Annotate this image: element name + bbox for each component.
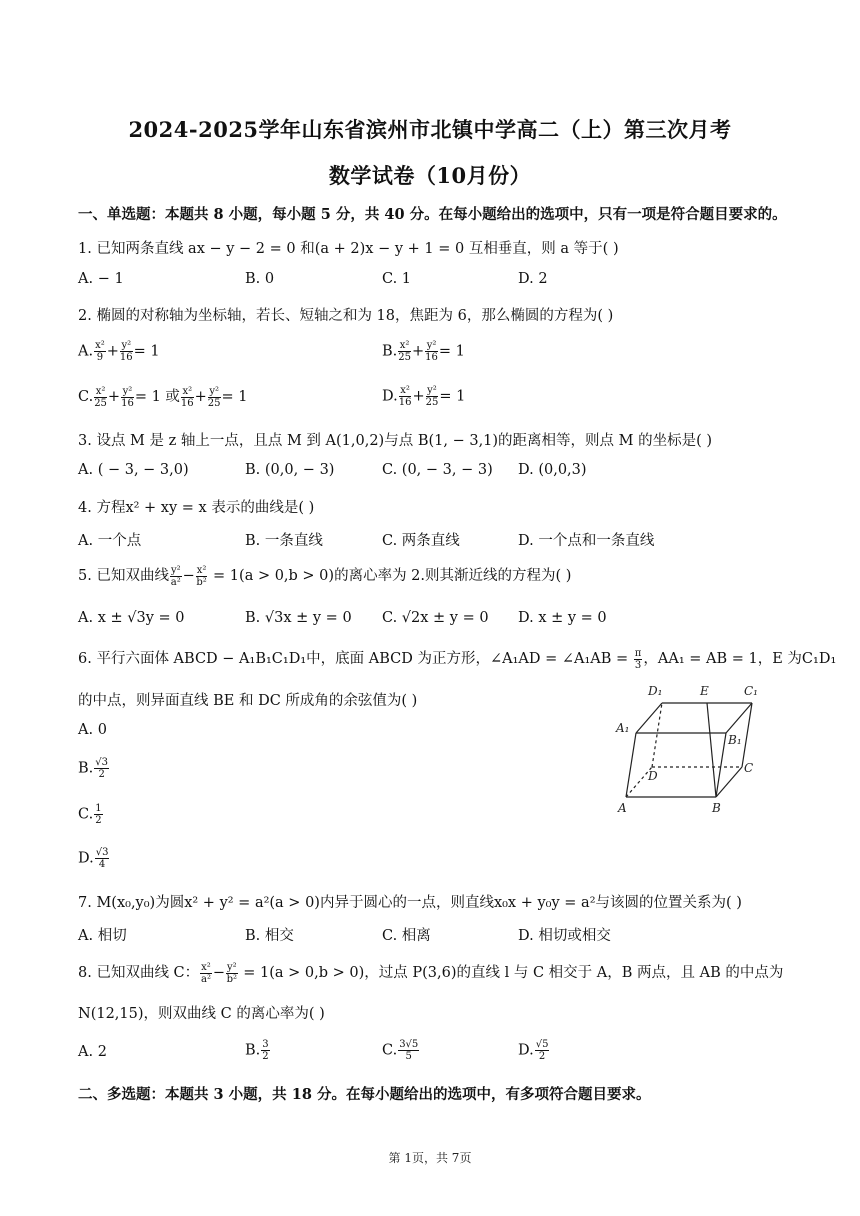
q8-option-a: A. 2 bbox=[78, 1044, 107, 1060]
label-e: E bbox=[700, 684, 709, 698]
fraction: $\frac{3}{2}$ bbox=[262, 1039, 269, 1062]
q4-option-a: A. 一个点 bbox=[78, 533, 142, 549]
parallelepiped-figure bbox=[612, 680, 772, 820]
fraction: $\frac{\text{x²}}{\text{a²}}$ bbox=[200, 961, 211, 985]
label-d1: D₁ bbox=[648, 684, 663, 698]
fraction: $\frac{\text{y²}}{\text{b²}}$ bbox=[226, 961, 238, 985]
question-1: 1. 已知两条直线 ax − y − 2 = 0 和(a + 2)x − y + 1 = 0 互相垂直，则 a 等于( ) bbox=[78, 241, 619, 257]
q1-option-a: A. − 1 bbox=[78, 271, 124, 287]
q5-option-b: B. √3x ± y = 0 bbox=[245, 610, 352, 626]
q6-option-d-label: D. bbox=[78, 850, 94, 867]
q2-option-a: A. $\frac{\text{x²}}{9}$ + $\frac{\text{y²}}{16}$ = 1 bbox=[78, 340, 160, 363]
q8-option-c bbox=[382, 1039, 420, 1062]
question-8-line1: 8. 已知双曲线 C： $\frac{\text{x²}}{\text{a²}}$ − $\frac{\text{y²}}{\text{b²}}$ = 1(a > 0,b > 0)，过点 P(3,6)的直线 l 与 C 相交于 A，B 两点，且 AB 的中点为 bbox=[78, 961, 784, 985]
q7-option-d: D. 相切或相交 bbox=[518, 928, 611, 944]
label-b: B bbox=[712, 801, 721, 815]
fraction: $\frac{\text{x²}}{16}$ bbox=[398, 385, 412, 408]
q8-line1-pre: 8. 已知双曲线 C： bbox=[78, 965, 200, 981]
fraction: $\frac{\text{x²}}{\text{b²}}$ bbox=[196, 564, 207, 588]
fraction: $\frac{\text{y²}}{16}$ bbox=[425, 340, 438, 363]
fraction: $\frac{\text{y²}}{\text{a²}}$ bbox=[170, 564, 181, 588]
label-c1: C₁ bbox=[744, 684, 758, 698]
exam-title-line1: 2024-2025学年山东省滨州市北镇中学高二（上）第三次月考 bbox=[128, 117, 732, 142]
q6-option-b-label: B. bbox=[78, 760, 94, 777]
section1-heading: 一、单选题：本题共 8 小题，每小题 5 分，共 40 分。在每小题给出的选项中，只有一项是符合题目要求的。 bbox=[78, 206, 787, 223]
q1-option-b: B. 0 bbox=[245, 271, 275, 287]
section2-heading: 二、多选题：本题共 3 小题，共 18 分。在每小题给出的选项中，有多项符合题目要求。 bbox=[78, 1086, 651, 1103]
exam-title-line2: 数学试卷（10月份） bbox=[328, 163, 532, 188]
q4-option-b: B. 一条直线 bbox=[245, 533, 323, 549]
question-3: 3. 设点 M 是 z 轴上一点，且点 M 到 A(1,0,2)与点 B(1, − 3,1)的距离相等，则点 M 的坐标是( ) bbox=[78, 433, 713, 449]
q5-option-a: A. x ± √3y = 0 bbox=[78, 610, 185, 626]
question-6-line1 bbox=[78, 647, 836, 671]
q2-option-c: C. $\frac{\text{x²}}{25}$ + $\frac{\text{y²}}{16}$ = 1 或 $\frac{\text{x²}}{16}$ + $\frac{\text{y²}}{25}$ = 1 bbox=[78, 385, 248, 409]
q6-option-a: A. 0 bbox=[78, 722, 107, 738]
q8-option-b-label: B. bbox=[245, 1042, 261, 1059]
q8-option-c-label: C. bbox=[382, 1042, 398, 1059]
q7-option-c: C. 相离 bbox=[382, 928, 431, 944]
q7-option-b: B. 相交 bbox=[245, 928, 294, 944]
label-d: D bbox=[648, 769, 658, 783]
fraction: $\frac{\text{y²}}{25}$ bbox=[425, 385, 439, 408]
q2-option-c-label: C. bbox=[78, 389, 94, 405]
q3-option-c: C. (0, − 3, − 3) bbox=[382, 462, 493, 478]
fraction: $\frac{√5}{2}$ bbox=[535, 1039, 549, 1062]
fraction: $\frac{\text{y²}}{16}$ bbox=[119, 340, 133, 363]
q6-option-c-label: C. bbox=[78, 806, 94, 823]
fraction: $\frac{\text{y²}}{16}$ bbox=[121, 385, 134, 409]
q8-option-d-label: D. bbox=[518, 1042, 534, 1059]
q6-option-d bbox=[78, 847, 110, 870]
label-b1: B₁ bbox=[728, 733, 742, 747]
q5-option-d: D. x ± y = 0 bbox=[518, 610, 607, 626]
q6-line1-end: ，AA₁ = AB = 1，E 为C₁D₁ bbox=[643, 651, 837, 667]
fraction: $\frac{\text{y²}}{25}$ bbox=[207, 385, 221, 409]
label-a1: A₁ bbox=[616, 721, 630, 735]
q5-text-pre: 5. 已知双曲线 bbox=[78, 568, 169, 584]
q3-option-d: D. (0,0,3) bbox=[518, 462, 587, 478]
q5-option-c: C. √2x ± y = 0 bbox=[382, 610, 489, 626]
q7-option-a: A. 相切 bbox=[78, 928, 127, 944]
question-7: 7. M(x₀,y₀)为圆x² + y² = a²(a > 0)内异于圆心的一点，则直线x₀x + y₀y = a²与该圆的位置关系为( ) bbox=[78, 895, 742, 911]
label-c: C bbox=[744, 761, 754, 775]
q8-option-d bbox=[518, 1039, 550, 1062]
q5-text-post: = 1(a > 0,b > 0)的离心率为 2.则其渐近线的方程为( ) bbox=[208, 568, 572, 584]
q6-option-c bbox=[78, 803, 104, 826]
q2-option-d: D. $\frac{\text{x²}}{16}$ + $\frac{\text{y²}}{25}$ = 1 bbox=[382, 385, 466, 408]
q4-option-d: D. 一个点和一条直线 bbox=[518, 533, 655, 549]
fraction: $\frac{\text{x²}}{25}$ bbox=[94, 385, 107, 409]
question-4: 4. 方程x² + xy = x 表示的曲线是( ) bbox=[78, 500, 315, 516]
q2-option-a-label: A. bbox=[78, 343, 94, 360]
fraction: $\frac{1}{2}$ bbox=[95, 803, 102, 826]
q8-line1-post: = 1(a > 0,b > 0)，过点 P(3,6)的直线 l 与 C 相交于 A，B 两点，且 AB 的中点为 bbox=[238, 965, 784, 981]
q4-option-c: C. 两条直线 bbox=[382, 533, 460, 549]
fraction: $\frac{\text{x²}}{9}$ bbox=[95, 340, 105, 363]
q8-option-b bbox=[245, 1039, 271, 1062]
q2-option-d-label: D. bbox=[382, 388, 398, 405]
q3-option-b: B. (0,0, − 3) bbox=[245, 462, 335, 478]
fraction: $\frac{\pi}{3}$ bbox=[634, 647, 642, 671]
question-2: 2. 椭圆的对称轴为坐标轴，若长、短轴之和为 18，焦距为 6，那么椭圆的方程为( ) bbox=[78, 308, 614, 324]
q1-option-d: D. 2 bbox=[518, 271, 548, 287]
label-a: A bbox=[618, 801, 627, 815]
fraction: $\frac{\text{x²}}{16}$ bbox=[180, 385, 194, 409]
q6-option-b bbox=[78, 757, 110, 780]
question-5: 5. 已知双曲线 $\frac{\text{y²}}{\text{a²}}$ − $\frac{\text{x²}}{\text{b²}}$ = 1(a > 0,b > 0)的离心率为 2.则其渐近线的方程为( ) bbox=[78, 564, 572, 588]
fraction: $\frac{3√5}{5}$ bbox=[399, 1039, 419, 1062]
question-8-line2: N(12,15)，则双曲线 C 的离心率为( ) bbox=[78, 1006, 325, 1022]
q2-option-b: B. $\frac{\text{x²}}{25}$ + $\frac{\text{y²}}{16}$ = 1 bbox=[382, 340, 465, 363]
fraction: $\frac{\text{x²}}{25}$ bbox=[398, 340, 411, 363]
fraction: $\frac{√3}{4}$ bbox=[95, 847, 109, 870]
fraction: $\frac{√3}{2}$ bbox=[95, 757, 108, 780]
q6-line1-text: 6. 平行六面体 ABCD − A₁B₁C₁D₁中，底面 ABCD 为正方形，∠A₁AD = ∠A₁AB = bbox=[78, 651, 633, 667]
q2-option-b-label: B. bbox=[382, 343, 398, 360]
question-6-line2: 的中点，则异面直线 BE 和 DC 所成角的余弦值为( ) bbox=[78, 693, 418, 709]
q3-option-a: A. ( − 3, − 3,0) bbox=[78, 462, 189, 478]
page-footer: 第 1页，共 7页 bbox=[388, 1151, 472, 1165]
q1-option-c: C. 1 bbox=[382, 271, 412, 287]
